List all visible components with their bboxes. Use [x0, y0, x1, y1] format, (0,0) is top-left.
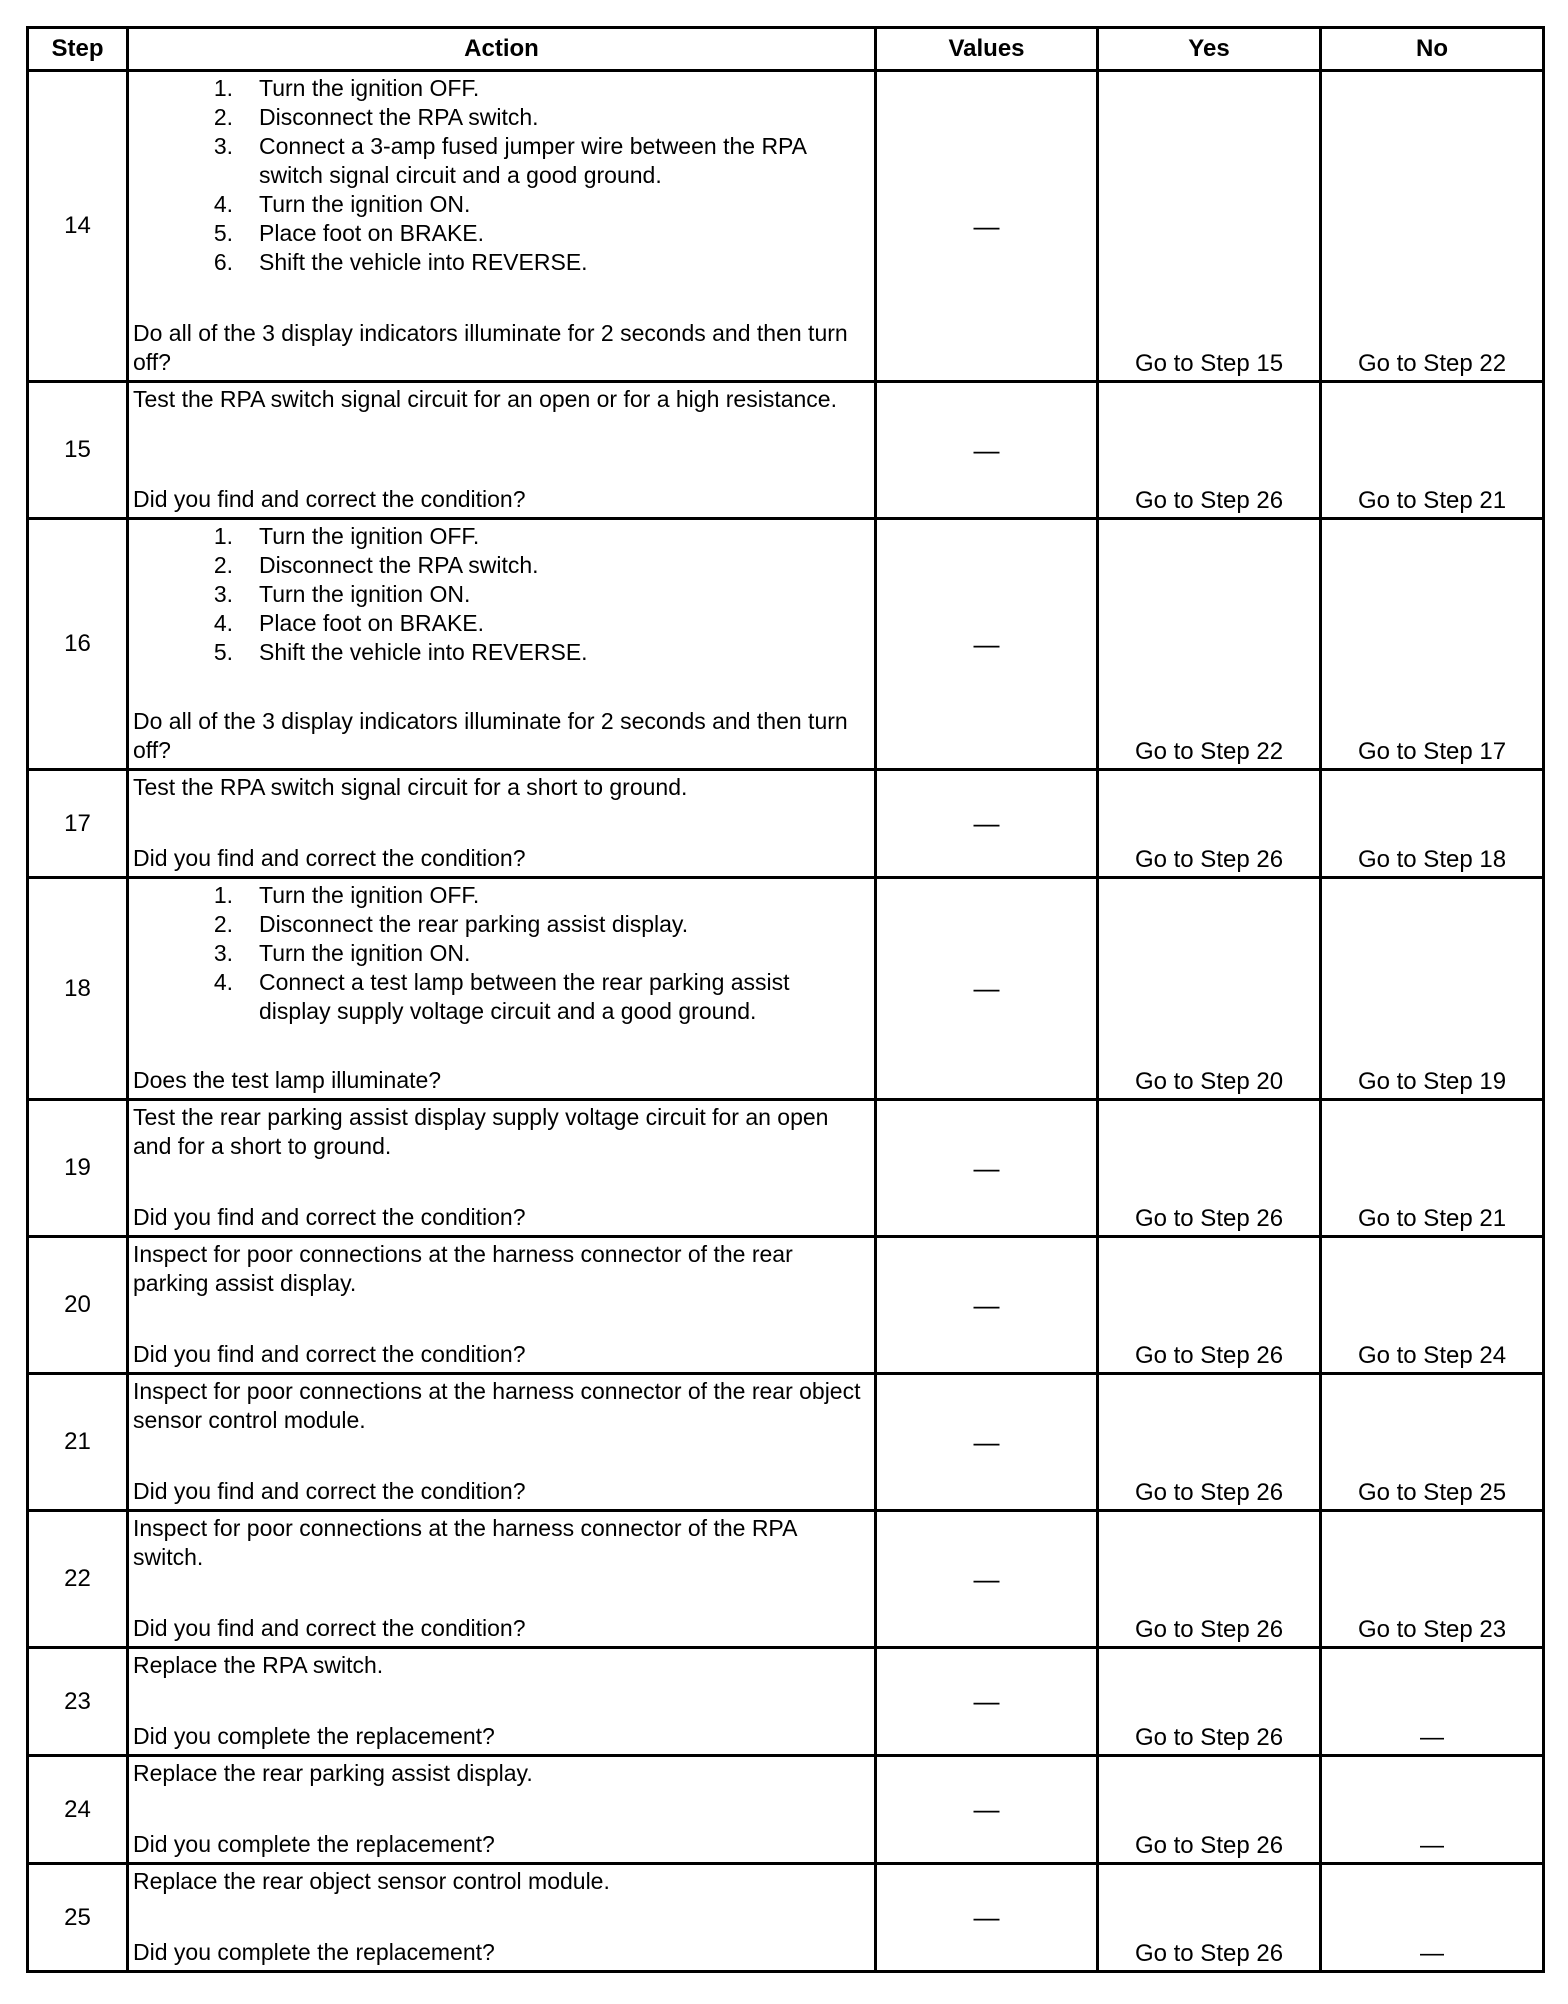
action-cell: [128, 71, 876, 382]
values-cell: —: [876, 770, 1098, 878]
values-cell: —: [876, 519, 1098, 770]
action-question: Did you complete the replacement?: [133, 1723, 495, 1749]
step-number: 23: [28, 1648, 128, 1756]
table-row: [28, 1511, 1544, 1648]
action-cell: [128, 1756, 876, 1864]
list-item: [133, 190, 866, 219]
values-cell: —: [876, 878, 1098, 1100]
header-action: Action: [128, 28, 876, 71]
action-question: Did you find and correct the condition?: [133, 1478, 526, 1504]
step-item-text: Turn the ignition OFF.: [259, 523, 480, 549]
step-number: 17: [28, 770, 128, 878]
action-cell: [128, 1237, 876, 1374]
table-row: [28, 519, 1544, 770]
action-cell: [128, 1511, 876, 1648]
action-steps-list: [133, 881, 866, 1026]
action-cell: [128, 770, 876, 878]
no-cell: —: [1321, 1864, 1544, 1972]
step-item-text: Place foot on BRAKE.: [259, 610, 485, 636]
action-cell: [128, 382, 876, 519]
table-row: [28, 1648, 1544, 1756]
list-item: [133, 103, 866, 132]
values-cell: —: [876, 1100, 1098, 1237]
step-item-number: 2.: [213, 911, 233, 937]
yes-cell: Go to Step 15: [1098, 71, 1321, 382]
table-row: [28, 1374, 1544, 1511]
no-cell: Go to Step 18: [1321, 770, 1544, 878]
step-number: 19: [28, 1100, 128, 1237]
yes-cell: Go to Step 26: [1098, 1756, 1321, 1864]
yes-cell: Go to Step 26: [1098, 770, 1321, 878]
list-item: [133, 132, 866, 190]
list-item: [133, 638, 866, 667]
diagnostic-table: [26, 26, 1545, 1973]
step-number: 21: [28, 1374, 128, 1511]
table-row: [28, 1864, 1544, 1972]
no-cell: Go to Step 24: [1321, 1237, 1544, 1374]
list-item: [133, 609, 866, 638]
step-item-number: 4.: [213, 191, 233, 217]
yes-cell: Go to Step 26: [1098, 1648, 1321, 1756]
values-cell: —: [876, 1374, 1098, 1511]
step-item-text: Place foot on BRAKE.: [259, 220, 485, 246]
yes-cell: Go to Step 20: [1098, 878, 1321, 1100]
action-question: Does the test lamp illuminate?: [133, 1067, 442, 1093]
step-item-text: Turn the ignition ON.: [259, 940, 471, 966]
values-cell: —: [876, 382, 1098, 519]
step-number: 20: [28, 1237, 128, 1374]
step-item-number: 5.: [213, 639, 233, 665]
action-steps-list: [133, 74, 866, 277]
step-item-text: Connect a test lamp between the rear parking assist display supply voltage circuit and a good ground.: [259, 969, 790, 1024]
values-cell: —: [876, 1648, 1098, 1756]
action-question: Did you complete the replacement?: [133, 1831, 495, 1857]
list-item: [133, 219, 866, 248]
step-item-number: 2.: [213, 552, 233, 578]
step-number: 22: [28, 1511, 128, 1648]
step-number: 16: [28, 519, 128, 770]
no-cell: —: [1321, 1648, 1544, 1756]
header-step: Step: [28, 28, 128, 71]
yes-cell: Go to Step 26: [1098, 1237, 1321, 1374]
step-item-text: Turn the ignition OFF.: [259, 75, 480, 101]
values-cell: —: [876, 1511, 1098, 1648]
step-item-number: 6.: [213, 249, 233, 275]
list-item: [133, 551, 866, 580]
action-description: Replace the rear parking assist display.: [133, 1760, 533, 1786]
step-item-text: Turn the ignition ON.: [259, 581, 471, 607]
action-question: Did you find and correct the condition?: [133, 1615, 526, 1641]
step-item-text: Turn the ignition OFF.: [259, 882, 480, 908]
list-item: [133, 580, 866, 609]
list-item: [133, 910, 866, 939]
no-cell: —: [1321, 1756, 1544, 1864]
values-cell: —: [876, 1756, 1098, 1864]
table-row: [28, 382, 1544, 519]
values-cell: —: [876, 1864, 1098, 1972]
yes-cell: Go to Step 26: [1098, 1100, 1321, 1237]
step-item-text: Disconnect the RPA switch.: [259, 104, 539, 130]
step-item-number: 4.: [213, 610, 233, 636]
yes-cell: Go to Step 26: [1098, 1864, 1321, 1972]
table-row: [28, 1237, 1544, 1374]
action-cell: [128, 1100, 876, 1237]
action-description: Inspect for poor connections at the harness connector of the RPA switch.: [133, 1515, 797, 1570]
table-row: [28, 1100, 1544, 1237]
header-row: [28, 28, 1544, 71]
action-description: Inspect for poor connections at the harness connector of the rear parking assist display.: [133, 1241, 793, 1296]
yes-cell: Go to Step 26: [1098, 382, 1321, 519]
action-question: Do all of the 3 display indicators illuminate for 2 seconds and then turn off?: [133, 708, 848, 763]
yes-cell: Go to Step 26: [1098, 1511, 1321, 1648]
list-item: [133, 248, 866, 277]
no-cell: Go to Step 25: [1321, 1374, 1544, 1511]
action-cell: [128, 1864, 876, 1972]
step-item-number: 3.: [213, 133, 233, 159]
step-number: 24: [28, 1756, 128, 1864]
values-cell: —: [876, 71, 1098, 382]
table-row: [28, 1756, 1544, 1864]
step-item-text: Disconnect the rear parking assist display.: [259, 911, 689, 937]
action-description: Replace the rear object sensor control module.: [133, 1868, 610, 1894]
no-cell: Go to Step 21: [1321, 1100, 1544, 1237]
step-item-number: 2.: [213, 104, 233, 130]
step-number: 15: [28, 382, 128, 519]
list-item: [133, 939, 866, 968]
list-item: [133, 522, 866, 551]
step-item-number: 1.: [213, 75, 233, 101]
action-question: Did you find and correct the condition?: [133, 1341, 526, 1367]
no-cell: Go to Step 22: [1321, 71, 1544, 382]
step-item-text: Shift the vehicle into REVERSE.: [259, 639, 588, 665]
step-item-number: 3.: [213, 940, 233, 966]
action-description: Test the RPA switch signal circuit for an open or for a high resistance.: [133, 386, 837, 412]
action-description: Test the RPA switch signal circuit for a short to ground.: [133, 774, 688, 800]
yes-cell: Go to Step 22: [1098, 519, 1321, 770]
table-row: [28, 71, 1544, 382]
action-question: Did you find and correct the condition?: [133, 845, 526, 871]
action-question: Did you find and correct the condition?: [133, 1204, 526, 1230]
step-item-number: 1.: [213, 882, 233, 908]
step-item-text: Connect a 3-amp fused jumper wire between the RPA switch signal circuit and a good ground.: [259, 133, 806, 188]
header-yes: Yes: [1098, 28, 1321, 71]
action-question: Do all of the 3 display indicators illuminate for 2 seconds and then turn off?: [133, 320, 848, 375]
values-cell: —: [876, 1237, 1098, 1374]
action-steps-list: [133, 522, 866, 667]
list-item: [133, 881, 866, 910]
action-cell: [128, 519, 876, 770]
action-cell: [128, 878, 876, 1100]
step-item-number: 4.: [213, 969, 233, 995]
step-item-number: 5.: [213, 220, 233, 246]
list-item: [133, 968, 866, 1026]
list-item: [133, 74, 866, 103]
no-cell: Go to Step 21: [1321, 382, 1544, 519]
header-values: Values: [876, 28, 1098, 71]
action-cell: [128, 1648, 876, 1756]
step-item-text: Disconnect the RPA switch.: [259, 552, 539, 578]
step-number: 25: [28, 1864, 128, 1972]
step-item-text: Turn the ignition ON.: [259, 191, 471, 217]
no-cell: Go to Step 23: [1321, 1511, 1544, 1648]
table-row: [28, 770, 1544, 878]
header-no: No: [1321, 28, 1544, 71]
action-question: Did you find and correct the condition?: [133, 486, 526, 512]
action-question: Did you complete the replacement?: [133, 1939, 495, 1965]
yes-cell: Go to Step 26: [1098, 1374, 1321, 1511]
action-cell: [128, 1374, 876, 1511]
step-number: 18: [28, 878, 128, 1100]
no-cell: Go to Step 17: [1321, 519, 1544, 770]
no-cell: Go to Step 19: [1321, 878, 1544, 1100]
action-description: Inspect for poor connections at the harness connector of the rear object sensor control module.: [133, 1378, 861, 1433]
step-item-text: Shift the vehicle into REVERSE.: [259, 249, 588, 275]
action-description: Test the rear parking assist display supply voltage circuit for an open and for a short to ground.: [133, 1104, 829, 1159]
action-description: Replace the RPA switch.: [133, 1652, 384, 1678]
step-number: 14: [28, 71, 128, 382]
step-item-number: 1.: [213, 523, 233, 549]
step-item-number: 3.: [213, 581, 233, 607]
table-row: [28, 878, 1544, 1100]
